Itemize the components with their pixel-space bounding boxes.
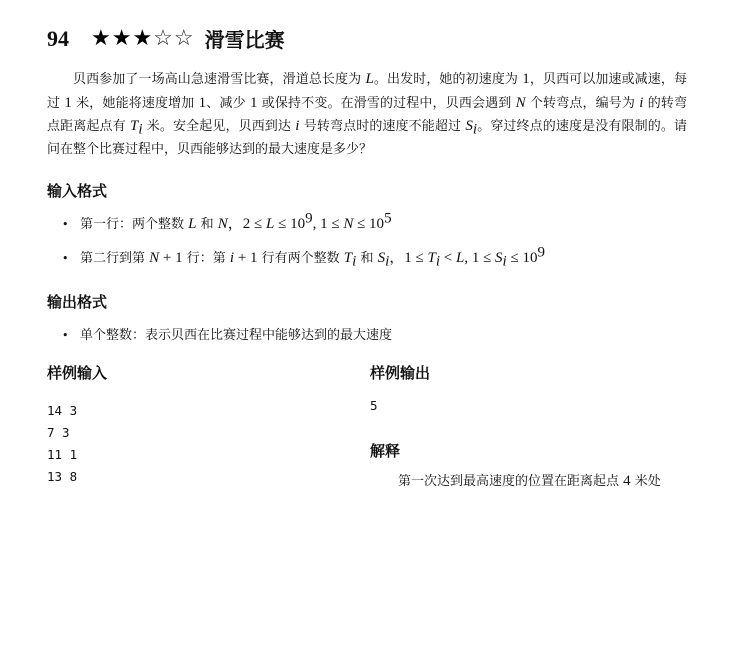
problem-header bbox=[47, 24, 285, 53]
sample-input-line: 14 3 bbox=[47, 403, 78, 418]
problem-title: 滑雪比赛 bbox=[204, 28, 285, 52]
sample-output-value: 5 bbox=[370, 398, 378, 413]
input-bullet-2: • 第二行到第 N + 1 行：第 i + 1 行有两个整数 $T_i$ 和 $S_i$，$1 \le T_i < L$, $1 \le S_i \le 10^9$ bbox=[62, 244, 545, 270]
sample-output-heading: 样例输出 bbox=[370, 364, 431, 382]
filled-stars-icon: ★★★ bbox=[91, 26, 154, 51]
sample-input-line: 13 8 bbox=[47, 469, 78, 484]
difficulty-stars bbox=[91, 26, 195, 51]
sample-input-line: 11 1 bbox=[47, 447, 78, 462]
output-bullet-1: • 单个整数：表示贝西在比赛过程中能够达到的最大速度 bbox=[62, 328, 393, 343]
sample-input-line: 7 3 bbox=[47, 425, 70, 440]
problem-number: 94 bbox=[47, 25, 69, 51]
bullet-icon: • bbox=[62, 252, 69, 265]
output-format-heading: 输出格式 bbox=[47, 293, 108, 311]
input-format-heading: 输入格式 bbox=[47, 182, 108, 200]
sample-input-heading: 样例输入 bbox=[47, 364, 108, 382]
sample-input-block bbox=[47, 400, 77, 488]
explanation-heading: 解释 bbox=[370, 442, 401, 460]
empty-stars-icon: ☆☆ bbox=[153, 26, 195, 51]
bullet-icon: • bbox=[62, 329, 69, 342]
input-bullet-1: • 第一行：两个整数 L 和 N，$2 \le L \le 10^9$, $1 \le N \le 10^5$ bbox=[62, 210, 392, 232]
bullet-icon: • bbox=[62, 218, 69, 231]
problem-statement: 贝西参加了一场高山急速滑雪比赛，滑道总长度为 L。出发时，她的初速度为 1，贝西可以加速或减速，每过 1 米，她能将速度增加 1、减少 1 或保持不变。在滑雪的过程中，贝西会遇到 N 个转弯点，编号为 i 的转弯点距离起点有 $T_i$ 米。安全起见，贝西到达 i 号转弯点时的速度不能超过 $S_i$。穿过终点的速度是没有限制的。请问在整个比赛过程中，贝西能够达到的最大速度是多少？ bbox=[47, 71, 688, 157]
explanation-text: 第一次达到最高速度的位置在距离起点 4 米处 bbox=[398, 473, 661, 489]
